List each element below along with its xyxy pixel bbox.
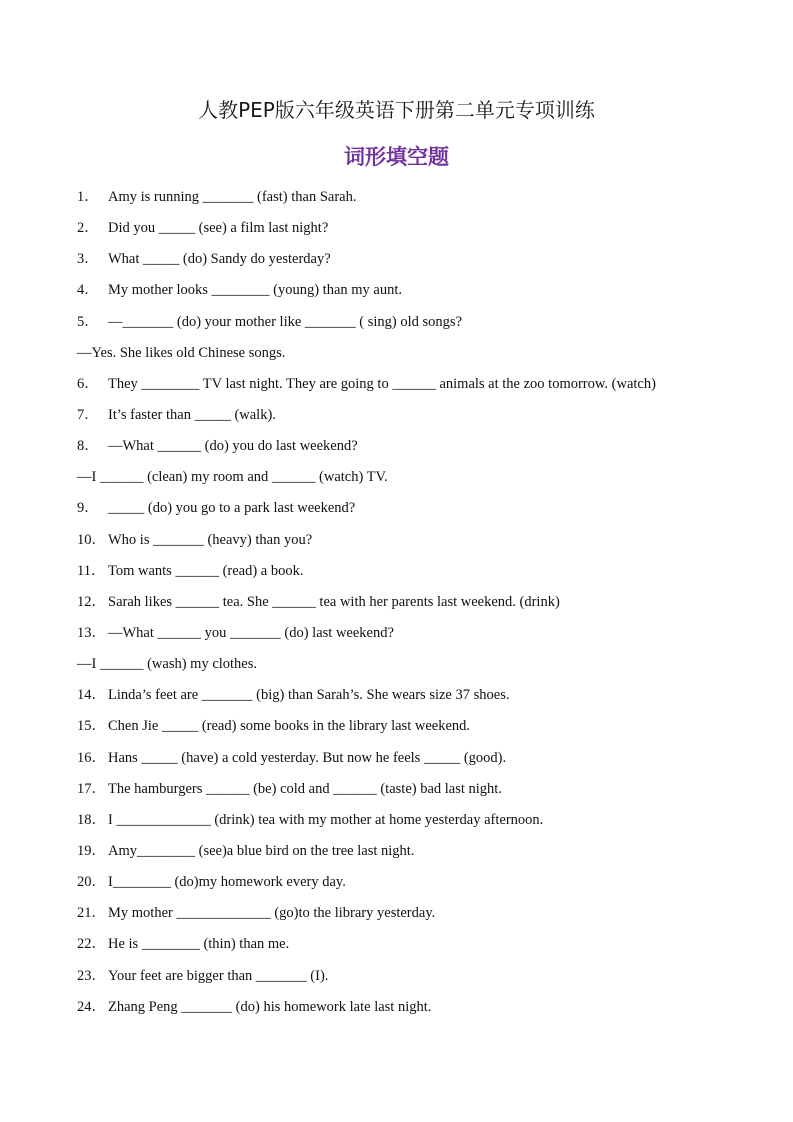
question-line: [77, 932, 777, 963]
answer-line: [77, 652, 777, 683]
question-line: [77, 278, 777, 309]
question-number: 9．: [77, 500, 99, 517]
question-number: 24．: [77, 998, 106, 1015]
question-line: [77, 496, 777, 527]
question-line: [77, 216, 777, 247]
question-number: 16．: [77, 749, 106, 766]
question-line: [77, 559, 777, 590]
question-text: Amy________ (see)a blue bird on the tree last night.: [108, 842, 415, 859]
question-line: [77, 808, 777, 839]
question-number: 1．: [77, 189, 99, 205]
question-text: I________ (do)my homework every day.: [108, 874, 346, 891]
question-number: 21．: [77, 905, 106, 922]
question-text: —What ______ you _______ (do) last weekend?: [108, 624, 394, 641]
answer-line: [77, 341, 777, 372]
question-line: [77, 403, 777, 434]
question-text: My mother _____________ (go)to the library yesterday.: [108, 905, 436, 922]
question-number: 8．: [77, 438, 99, 455]
question-text: Chen Jie _____ (read) some books in the library last weekend.: [108, 718, 471, 735]
question-text: —I ______ (clean) my room and ______ (watch) TV.: [77, 469, 388, 486]
question-number: 2．: [77, 220, 99, 237]
question-text: —_______ (do) your mother like _______ ( sing) old songs?: [108, 313, 463, 330]
question-number: 15．: [77, 718, 106, 735]
question-text: He is ________ (thin) than me.: [108, 936, 290, 953]
question-number: 7．: [77, 406, 99, 423]
question-line: [77, 777, 777, 808]
question-number: 20．: [77, 874, 106, 891]
question-text: Hans _____ (have) a cold yesterday. But now he feels _____ (good).: [108, 749, 507, 766]
question-number: 18．: [77, 811, 106, 828]
question-text: Sarah likes ______ tea. She ______ tea with her parents last weekend. (drink): [108, 593, 560, 610]
question-line: [77, 870, 777, 901]
question-line: [77, 310, 777, 341]
question-text: Linda’s feet are _______ (big) than Sarah’s. She wears size 37 shoes.: [108, 687, 510, 704]
question-number: 11．: [77, 562, 106, 579]
question-number: 23．: [77, 967, 106, 984]
question-text: What _____ (do) Sandy do yesterday?: [108, 251, 331, 268]
question-line: [77, 746, 777, 777]
question-line: [77, 683, 777, 714]
question-line: [77, 434, 777, 465]
page-title: 人教PEP版六年级英语下册第二单元专项训练: [198, 98, 595, 122]
question-line: [77, 839, 777, 870]
question-line: [77, 185, 777, 216]
question-line: [77, 901, 777, 932]
question-line: [77, 372, 777, 403]
question-text: They ________ TV last night. They are going to ______ animals at the zoo tomorrow. (watch): [108, 375, 656, 392]
question-line: [77, 590, 777, 621]
question-text: _____ (do) you go to a park last weekend?: [108, 500, 356, 517]
question-list: [77, 185, 777, 1026]
answer-line: [77, 465, 777, 496]
question-text: —I ______ (wash) my clothes.: [77, 656, 258, 673]
question-text: Did you _____ (see) a film last night?: [108, 220, 329, 237]
question-text: Tom wants ______ (read) a book.: [108, 562, 304, 579]
question-number: 5．: [77, 313, 99, 330]
question-line: [77, 964, 777, 995]
question-text: My mother looks ________ (young) than my aunt.: [108, 282, 403, 299]
question-number: 17．: [77, 780, 106, 797]
question-number: 4．: [77, 282, 99, 299]
question-text: Amy is running _______ (fast) than Sarah.: [108, 189, 357, 205]
question-number: 3．: [77, 251, 99, 268]
question-number: 13．: [77, 624, 106, 641]
question-line: [77, 247, 777, 278]
question-line: [77, 621, 777, 652]
question-number: 6．: [77, 375, 99, 392]
question-text: —Yes. She likes old Chinese songs.: [77, 344, 286, 361]
section-title: 词形填空题: [344, 145, 449, 169]
question-number: 19．: [77, 842, 106, 859]
question-line: [77, 714, 777, 745]
question-text: I _____________ (drink) tea with my mother at home yesterday afternoon.: [108, 811, 544, 828]
question-number: 14．: [77, 687, 106, 704]
question-text: —What ______ (do) you do last weekend?: [108, 438, 358, 455]
question-text: Zhang Peng _______ (do) his homework late last night.: [108, 998, 432, 1015]
question-text: It’s faster than _____ (walk).: [108, 406, 276, 423]
question-line: [77, 995, 777, 1026]
question-text: The hamburgers ______ (be) cold and ______ (taste) bad last night.: [108, 780, 502, 797]
question-number: 10．: [77, 531, 106, 548]
question-text: Who is _______ (heavy) than you?: [108, 531, 313, 548]
question-number: 22．: [77, 936, 106, 953]
question-number: 12．: [77, 593, 106, 610]
question-text: Your feet are bigger than _______ (I).: [108, 967, 329, 984]
question-line: [77, 528, 777, 559]
